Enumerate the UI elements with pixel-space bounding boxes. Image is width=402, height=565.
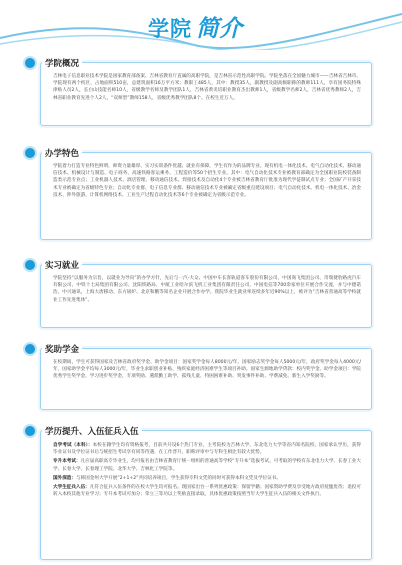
- section-header: [23, 144, 82, 162]
- section-title: 学历提升、入伍征兵入伍: [42, 425, 142, 437]
- list-item: [53, 442, 361, 456]
- section-header: [23, 256, 82, 274]
- section-header: [23, 422, 142, 440]
- section-overview: [40, 59, 372, 126]
- bullet-dot-icon: [23, 424, 37, 438]
- item-text: 本校在籍学生均有资格报考，目前共开设6个热门专业，主考院校为吉林大学、东北电力大学等省内知名院校，国家承认学历，获得毕业证书及学位证书后与统招生考试享有同等待遇，在工作晋升、职称评审中与专科生相比有较大优势。: [53, 443, 362, 456]
- item-text: 凡应届高职高专毕业生，均可报名由吉林省教育厅统一组织的普通高等学校“专升本”选拔考试。可考取的学校有东北电力大学、长春工业大学、长春大学、长春理工学院、北华大学、吉林化工学院等。: [53, 459, 361, 472]
- item-text: 与韩国金州大学开展“2+1+2”共同培养项目，学生获得专科文凭的同时可获得本科文凭及学位证书。: [75, 475, 281, 481]
- section-features: [40, 149, 372, 240]
- item-label: 专升本考试：: [53, 459, 81, 465]
- section-text: 在校期间，学生可获得国家及吉林省政府奖学金、助学金项目：国家奖学金每人8000元/年，国家励志奖学金每人5000元/年，政府奖学金每人4000元/年，国家助学金平均每人3000元/年，毕业生求职创业补贴、残疾家庭经济困难学生等项目补助。国家生源地助学贷款：校内奖学金、助学金项目：学院优秀学生奖学金、学习进步奖学金、专项奖励、遴派勤工助学、孤残儿童、特困困难补助、突发事件补助、学费减免、新生入学奖励等。: [53, 360, 361, 380]
- bullet-dot-icon: [23, 258, 37, 272]
- section-header: [23, 54, 82, 72]
- title-main: 学院: [148, 17, 192, 41]
- list-item: [53, 458, 361, 472]
- section-scholarships: [40, 345, 372, 410]
- item-label: 大学生征兵入伍：: [53, 485, 90, 491]
- section-education-enlistment: [40, 427, 372, 560]
- bullet-dot-icon: [23, 56, 37, 70]
- section-title: 实习就业: [42, 259, 82, 271]
- section-title: 学院概况: [42, 57, 82, 69]
- bullet-dot-icon: [23, 146, 37, 160]
- section-employment: [40, 261, 372, 328]
- title-sub: 简介: [196, 15, 242, 42]
- page-header: [0, 0, 402, 50]
- list-item: [53, 475, 361, 482]
- section-text: 学院着力打造专业特色鲜明、师资力量雄厚、实习实训条件优越、就业有保障，学生有作为的品牌专业。现有机电一体化技术、电气自动化技术、移动通信技术、机械设计与制造、电子商务、高速铁路客运乘务、工程造价等50个招生专业。其中：电气自动化技术专业被教育部确定为全国职业院校装备制造类示范专业点；工业机器人技术、酒店管理、移动通信技术、焊接技术及自动化4个专业被吉林省教育厅批准为现代学徒制试点专业；全国矿产开采技术专业被确定为省级特色专业；自动化专业群、电子信息专业群、移动通信技术专业被确定省级重点建设项目；电气自动化技术、机电一体化技术、冶金技术、涉外旅游、计算机网络技术、工业生产过程自动化技术等6个专业被确定为省级示范专业。: [53, 164, 361, 198]
- section-items: [53, 442, 361, 500]
- section-title: 奖助学金: [42, 343, 82, 355]
- item-label: 国外深造：: [53, 475, 76, 481]
- section-header: [23, 340, 82, 358]
- section-title: 办学特色: [42, 147, 82, 159]
- list-item: [53, 484, 361, 498]
- section-text: 学院坚持“以服务为宗旨，以就业为导向”的办学方针，先后与一汽-大众、中国中车长客轨道客车股份有限公司、中国商飞集团公司、奇瑞捷豹路虎汽车有限公司、中铁十七局集团有限公司、沈阳铁路局、中航工业哈尔滨飞机工业集团有限责任公司、中国电信等700余家单位开展合作交流，并与中德诺浩、中兴通讯、上海大唐移动、东方锅炉、北京和鹏等知名企业开展合作办学。我院毕业生就业率连续多年近90%以上，被评为“吉林省普通高等学校就业工作先进集体”。: [53, 276, 361, 303]
- item-text: 凡符合征兵入伍条件的在校大学生均可报名。现国家出台一系列优惠政策：保留学籍；国家资助学费及享受地方政府抚恤优待；退役可转入本校其他专业学习；专升本考试可加分；荣立三等功以上奖励直接录取。具体优惠政策按照当年大学生征兵入伍的相关文件执行。: [53, 485, 361, 498]
- item-label: 自学考试（本科）：: [53, 443, 93, 448]
- bullet-dot-icon: [23, 342, 37, 356]
- section-text: 吉林电子信息职业技术学院是国家教育部备案、吉林省教育厅直属的高职学院，是吉林省示范性高职学院。学院坐落在全国魅力城市——吉林省吉林市。学院现有两个校区，占地面积510亩，总建筑面积16万平方米；教职工485人，其中：教授35人，副教授及副高级职称的教师111人，享有国务院特殊津贴人员2人，长白山技能名师10人，省级教学名师及教学团队1人，吉林省黄炎培职业教育杰出教师1人，省级教学名师2人，吉林省优秀教师2人，吉林省职业教育先进个人2人，“双师型”教师158人，省级优秀教学团队8个。在校生近万人。: [53, 74, 361, 101]
- page-title: [148, 10, 242, 42]
